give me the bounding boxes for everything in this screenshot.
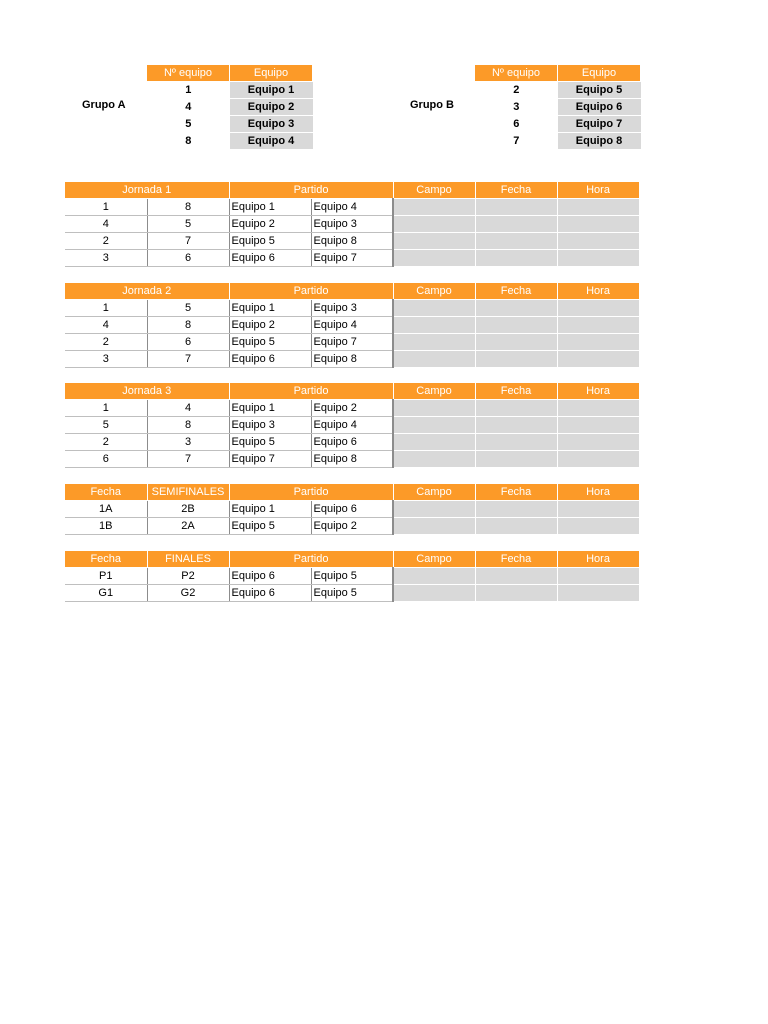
- fecha-header: Fecha: [475, 283, 557, 300]
- away-number: 8: [147, 417, 229, 434]
- team-name: Equipo 8: [558, 133, 641, 150]
- table-row: [147, 116, 313, 133]
- fecha-cell[interactable]: [475, 351, 557, 368]
- home-team: Equipo 6: [229, 585, 311, 602]
- home-number: 3: [65, 250, 147, 267]
- table-row: [65, 199, 639, 216]
- group-a-table: [147, 65, 313, 150]
- home-number: 1: [65, 400, 147, 417]
- campo-cell[interactable]: [393, 585, 475, 602]
- hora-header: Hora: [557, 383, 639, 400]
- home-team: Equipo 3: [229, 417, 311, 434]
- seed-home: 1B: [65, 518, 147, 535]
- away-team: Equipo 3: [311, 216, 393, 233]
- hora-cell[interactable]: [557, 233, 639, 250]
- table-row: [147, 133, 313, 150]
- campo-cell[interactable]: [393, 400, 475, 417]
- group-b-table: [475, 65, 641, 150]
- table-row: [65, 334, 639, 351]
- away-team: Equipo 4: [311, 199, 393, 216]
- team-number: 8: [185, 135, 192, 147]
- hora-header: Hora: [557, 551, 639, 568]
- seed-home: 1A: [65, 501, 147, 518]
- home-team: Equipo 2: [229, 216, 311, 233]
- home-team: Equipo 2: [229, 317, 311, 334]
- seed-away: G2: [147, 585, 229, 602]
- hora-cell[interactable]: [557, 334, 639, 351]
- home-team: Equipo 5: [229, 434, 311, 451]
- team-number: 5: [185, 118, 192, 130]
- table-row: [65, 585, 639, 602]
- fecha-cell[interactable]: [475, 317, 557, 334]
- team-name: Equipo 2: [230, 99, 313, 116]
- fecha-cell[interactable]: [475, 250, 557, 267]
- table-row: [475, 99, 641, 116]
- hora-cell[interactable]: [557, 300, 639, 317]
- hora-header: Hora: [557, 484, 639, 501]
- hora-header: Hora: [557, 283, 639, 300]
- campo-header: Campo: [393, 383, 475, 400]
- home-team: Equipo 6: [229, 568, 311, 585]
- team-number: 3: [513, 101, 520, 113]
- team-number: 1: [185, 84, 192, 97]
- partido-header: Partido: [229, 182, 393, 199]
- fecha-cell[interactable]: [475, 585, 557, 602]
- team-number: 2: [513, 84, 520, 97]
- away-number: 5: [147, 300, 229, 317]
- hora-cell[interactable]: [557, 199, 639, 216]
- jornada-header: Jornada 1: [65, 182, 229, 199]
- partido-header: Partido: [229, 484, 393, 501]
- fecha-cell[interactable]: [475, 233, 557, 250]
- table-row: [65, 417, 639, 434]
- team-name: Equipo 7: [558, 116, 641, 133]
- table-row: [65, 518, 639, 535]
- semifinals-header: SEMIFINALES: [147, 484, 229, 501]
- jornada-1-table: [65, 182, 640, 267]
- away-team: Equipo 8: [311, 451, 393, 468]
- away-team: Equipo 4: [311, 317, 393, 334]
- group-b-label: Grupo B: [410, 99, 454, 111]
- partido-header: Partido: [229, 283, 393, 300]
- campo-header: Campo: [393, 283, 475, 300]
- home-team: Equipo 1: [229, 501, 311, 518]
- fecha-header: Fecha: [475, 551, 557, 568]
- fecha-cell[interactable]: [475, 451, 557, 468]
- jornada-header: Jornada 3: [65, 383, 229, 400]
- away-team: Equipo 3: [311, 300, 393, 317]
- hora-cell[interactable]: [557, 451, 639, 468]
- home-number: 2: [65, 434, 147, 451]
- table-row: [65, 434, 639, 451]
- campo-cell[interactable]: [393, 334, 475, 351]
- away-team: Equipo 8: [311, 351, 393, 368]
- away-team: Equipo 5: [311, 585, 393, 602]
- hora-cell[interactable]: [557, 317, 639, 334]
- table-row: [65, 501, 639, 518]
- campo-cell[interactable]: [393, 317, 475, 334]
- home-team: Equipo 5: [229, 334, 311, 351]
- away-number: 8: [147, 199, 229, 216]
- team-number: 6: [513, 118, 520, 130]
- fecha-cell[interactable]: [475, 199, 557, 216]
- jornada-header: Jornada 2: [65, 283, 229, 300]
- fecha-header: Fecha: [475, 484, 557, 501]
- hora-cell[interactable]: [557, 400, 639, 417]
- team-number: 4: [185, 101, 192, 113]
- campo-cell[interactable]: [393, 568, 475, 585]
- team-name: Equipo 6: [558, 99, 641, 116]
- away-team: Equipo 8: [311, 233, 393, 250]
- table-row: [475, 82, 641, 99]
- team-name: Equipo 1: [230, 82, 313, 99]
- home-number: 1: [65, 199, 147, 216]
- campo-cell[interactable]: [393, 300, 475, 317]
- away-team: Equipo 7: [311, 334, 393, 351]
- home-team: Equipo 1: [229, 199, 311, 216]
- fecha-cell[interactable]: [475, 518, 557, 535]
- home-number: 4: [65, 317, 147, 334]
- fecha-cell[interactable]: [475, 300, 557, 317]
- seed-home: P1: [65, 568, 147, 585]
- campo-cell[interactable]: [393, 417, 475, 434]
- fecha-header: Fecha: [65, 484, 147, 501]
- fecha-cell[interactable]: [475, 400, 557, 417]
- fecha-cell[interactable]: [475, 334, 557, 351]
- table-row: [475, 133, 641, 150]
- away-team: Equipo 2: [311, 518, 393, 535]
- home-team: Equipo 6: [229, 250, 311, 267]
- away-number: 5: [147, 216, 229, 233]
- campo-header: Campo: [393, 182, 475, 199]
- hora-cell[interactable]: [557, 518, 639, 535]
- home-team: Equipo 1: [229, 300, 311, 317]
- away-number: 3: [147, 434, 229, 451]
- hora-cell[interactable]: [557, 417, 639, 434]
- away-number: 6: [147, 334, 229, 351]
- table-row: [65, 451, 639, 468]
- group-a-team-header: Equipo: [230, 65, 313, 82]
- away-team: Equipo 7: [311, 250, 393, 267]
- hora-cell[interactable]: [557, 351, 639, 368]
- fecha-header: Fecha: [475, 182, 557, 199]
- home-team: Equipo 5: [229, 233, 311, 250]
- table-row: [65, 568, 639, 585]
- hora-cell[interactable]: [557, 434, 639, 451]
- group-a-num-header: Nº equipo: [147, 65, 230, 82]
- home-number: 3: [65, 351, 147, 368]
- fecha-cell[interactable]: [475, 417, 557, 434]
- table-row: [65, 233, 639, 250]
- partido-header: Partido: [229, 551, 393, 568]
- campo-cell[interactable]: [393, 434, 475, 451]
- fecha-header: Fecha: [475, 383, 557, 400]
- table-row: [65, 300, 639, 317]
- seed-away: 2A: [147, 518, 229, 535]
- home-team: Equipo 7: [229, 451, 311, 468]
- away-team: Equipo 6: [311, 434, 393, 451]
- partido-header: Partido: [229, 383, 393, 400]
- fecha-cell[interactable]: [475, 501, 557, 518]
- jornada-3-table: [65, 383, 640, 468]
- campo-header: Campo: [393, 551, 475, 568]
- home-team: Equipo 1: [229, 400, 311, 417]
- away-team: Equipo 6: [311, 501, 393, 518]
- campo-cell[interactable]: [393, 518, 475, 535]
- semifinals-table: [65, 484, 640, 535]
- campo-cell[interactable]: [393, 216, 475, 233]
- home-number: 2: [65, 233, 147, 250]
- seed-away: P2: [147, 568, 229, 585]
- table-row: [65, 216, 639, 233]
- home-number: 4: [65, 216, 147, 233]
- away-team: Equipo 2: [311, 400, 393, 417]
- fecha-cell[interactable]: [475, 216, 557, 233]
- away-number: 7: [147, 351, 229, 368]
- group-b-team-header: Equipo: [558, 65, 641, 82]
- campo-header: Campo: [393, 484, 475, 501]
- away-number: 8: [147, 317, 229, 334]
- home-team: Equipo 5: [229, 518, 311, 535]
- away-number: 7: [147, 233, 229, 250]
- team-name: Equipo 5: [558, 82, 641, 99]
- team-name: Equipo 3: [230, 116, 313, 133]
- away-team: Equipo 5: [311, 568, 393, 585]
- table-row: [65, 351, 639, 368]
- jornada-2-table: [65, 283, 640, 368]
- campo-cell[interactable]: [393, 233, 475, 250]
- table-row: [65, 317, 639, 334]
- home-team: Equipo 6: [229, 351, 311, 368]
- team-number: 7: [513, 135, 520, 147]
- home-number: 2: [65, 334, 147, 351]
- campo-cell[interactable]: [393, 250, 475, 267]
- away-number: 6: [147, 250, 229, 267]
- team-name: Equipo 4: [230, 133, 313, 150]
- seed-away: 2B: [147, 501, 229, 518]
- away-number: 4: [147, 400, 229, 417]
- hora-cell[interactable]: [557, 216, 639, 233]
- table-row: [147, 82, 313, 99]
- campo-cell[interactable]: [393, 351, 475, 368]
- hora-cell[interactable]: [557, 250, 639, 267]
- away-team: Equipo 4: [311, 417, 393, 434]
- hora-cell[interactable]: [557, 501, 639, 518]
- fecha-cell[interactable]: [475, 568, 557, 585]
- fecha-cell[interactable]: [475, 434, 557, 451]
- seed-home: G1: [65, 585, 147, 602]
- campo-cell[interactable]: [393, 451, 475, 468]
- hora-cell[interactable]: [557, 585, 639, 602]
- table-row: [65, 250, 639, 267]
- campo-cell[interactable]: [393, 199, 475, 216]
- finals-table: [65, 551, 640, 602]
- table-row: [147, 99, 313, 116]
- home-number: 6: [65, 451, 147, 468]
- group-b-num-header: Nº equipo: [475, 65, 558, 82]
- table-row: [475, 116, 641, 133]
- home-number: 1: [65, 300, 147, 317]
- group-a-label: Grupo A: [82, 99, 126, 111]
- hora-cell[interactable]: [557, 568, 639, 585]
- fecha-header: Fecha: [65, 551, 147, 568]
- hora-header: Hora: [557, 182, 639, 199]
- away-number: 7: [147, 451, 229, 468]
- campo-cell[interactable]: [393, 501, 475, 518]
- home-number: 5: [65, 417, 147, 434]
- finals-header: FINALES: [147, 551, 229, 568]
- table-row: [65, 400, 639, 417]
